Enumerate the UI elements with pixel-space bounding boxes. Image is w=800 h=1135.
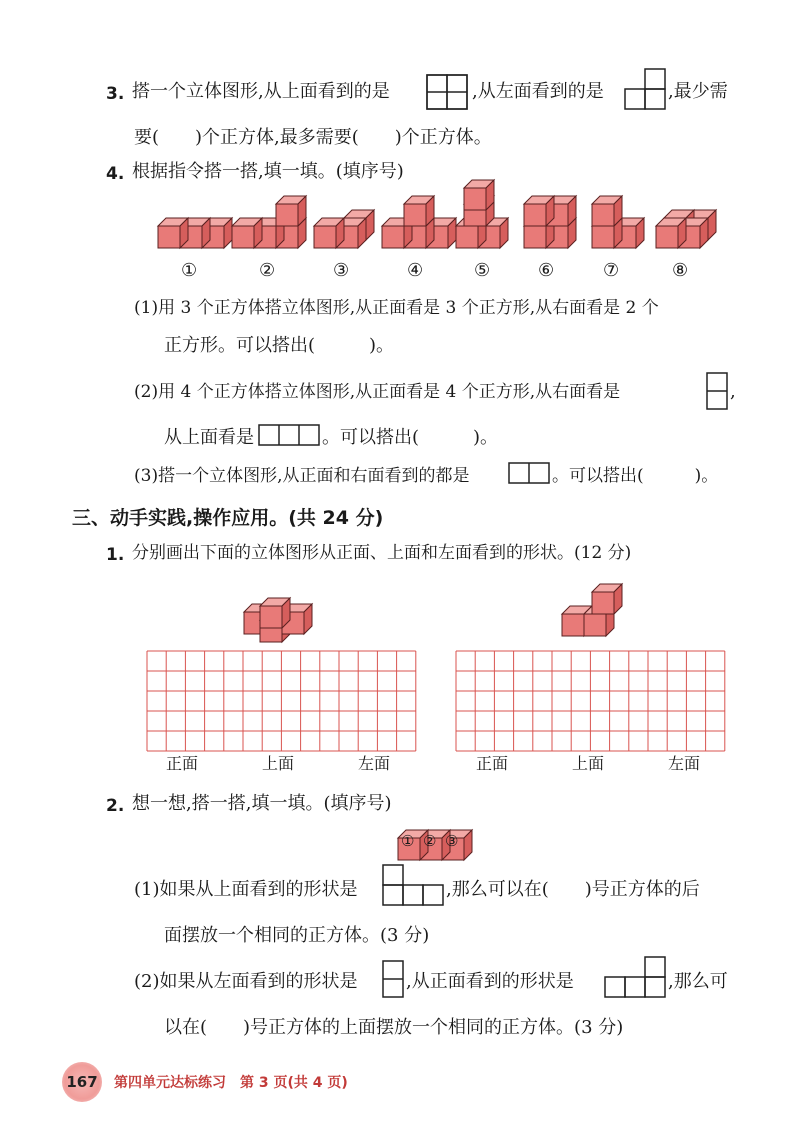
left-view-stack-icon bbox=[382, 960, 406, 1000]
subquestion-text: ,那么可以在( )号正方体的后 bbox=[446, 879, 700, 900]
subquestion-text: (2)用 4 个正方体搭立体图形,从正面看是 4 个正方形,从右面看是 bbox=[134, 382, 621, 402]
subquestion-text: 正方形。可以搭出( )。 bbox=[164, 335, 395, 356]
cube-figures bbox=[150, 196, 730, 260]
question-text: 分别画出下面的立体图形从正面、上面和左面看到的形状。(12 分) bbox=[132, 543, 632, 563]
front-right-view-icon bbox=[508, 462, 552, 486]
grid-label-left: 左面 bbox=[668, 754, 701, 773]
subquestion-text: (1)如果从上面看到的形状是 bbox=[134, 879, 358, 900]
figure-1 bbox=[158, 218, 232, 248]
cube-number: ② bbox=[423, 832, 437, 850]
subquestion-text: ,从正面看到的形状是 bbox=[406, 971, 574, 992]
question-text-line2: 要( )个正方体,最多需要( )个正方体。 bbox=[134, 127, 492, 148]
question-number: 4. bbox=[106, 164, 125, 184]
top-view-shape-icon bbox=[426, 74, 470, 110]
figure-2 bbox=[232, 196, 306, 248]
front-view-shape-icon bbox=[604, 956, 668, 1002]
subquestion-text: 。可以搭出( )。 bbox=[552, 466, 719, 486]
question-title: 根据指令搭一搭,填一填。(填序号) bbox=[132, 161, 404, 182]
question-text: 想一想,搭一搭,填一填。(填序号) bbox=[132, 793, 392, 814]
punctuation: , bbox=[730, 381, 736, 402]
subquestion-text: 以在( )号正方体的上面摆放一个相同的正方体。(3 分) bbox=[164, 1017, 624, 1038]
question-number: 1. bbox=[106, 545, 125, 565]
figure-label: ⑦ bbox=[603, 260, 620, 281]
grid-label-left: 左面 bbox=[358, 754, 391, 773]
top-view-row-icon bbox=[258, 424, 322, 448]
footer-text: 第四单元达标练习 第 3 页(共 4 页) bbox=[114, 1075, 348, 1091]
subquestion-text: (1)用 3 个正方体搭立体图形,从正面看是 3 个正方形,从右面看是 2 个 bbox=[134, 298, 659, 318]
cube-number: ① bbox=[401, 832, 415, 850]
figure-label: ⑤ bbox=[474, 260, 491, 281]
figure-label: ⑧ bbox=[672, 260, 689, 281]
figure-7 bbox=[592, 196, 644, 248]
figure-6 bbox=[524, 196, 576, 248]
solid-figure-2 bbox=[560, 576, 630, 636]
page-number-badge: 167 bbox=[62, 1062, 102, 1102]
left-view-shape-icon bbox=[624, 68, 668, 110]
figure-label: ③ bbox=[333, 260, 350, 281]
subquestion-text: 。可以搭出( )。 bbox=[322, 427, 499, 448]
solid-figure-1 bbox=[240, 596, 320, 636]
question-number: 2. bbox=[106, 796, 125, 816]
subquestion-text: (3)搭一个立体图形,从正面和右面看到的都是 bbox=[134, 466, 470, 486]
top-view-l-shape-icon bbox=[382, 864, 446, 910]
figure-label: ④ bbox=[407, 260, 424, 281]
figure-8 bbox=[656, 210, 716, 248]
drawing-grid-left[interactable] bbox=[146, 650, 417, 751]
cube-number: ③ bbox=[445, 832, 459, 850]
grid-label-front: 正面 bbox=[476, 754, 509, 773]
drawing-grid-right[interactable] bbox=[455, 650, 726, 751]
question-text: ,从左面看到的是 bbox=[472, 81, 604, 102]
figure-3 bbox=[314, 210, 374, 248]
grid-label-top: 上面 bbox=[262, 754, 295, 773]
subquestion-text: ,那么可 bbox=[668, 971, 728, 992]
subquestion-text: 从上面看是 bbox=[164, 427, 254, 448]
right-view-shape-icon bbox=[706, 372, 730, 412]
section-heading: 三、动手实践,操作应用。(共 24 分) bbox=[72, 507, 384, 529]
grid-label-front: 正面 bbox=[166, 754, 199, 773]
subquestion-text: (2)如果从左面看到的形状是 bbox=[134, 971, 358, 992]
question-text: ,最少需 bbox=[668, 81, 728, 102]
figure-label: ① bbox=[181, 260, 198, 281]
grid-label-top: 上面 bbox=[572, 754, 605, 773]
figure-label: ② bbox=[259, 260, 276, 281]
question-text: 搭一个立体图形,从上面看到的是 bbox=[132, 81, 390, 102]
subquestion-text: 面摆放一个相同的正方体。(3 分) bbox=[164, 925, 430, 946]
figure-label: ⑥ bbox=[538, 260, 555, 281]
figure-5 bbox=[456, 180, 508, 248]
question-number: 3. bbox=[106, 84, 125, 104]
figure-4 bbox=[382, 196, 456, 248]
